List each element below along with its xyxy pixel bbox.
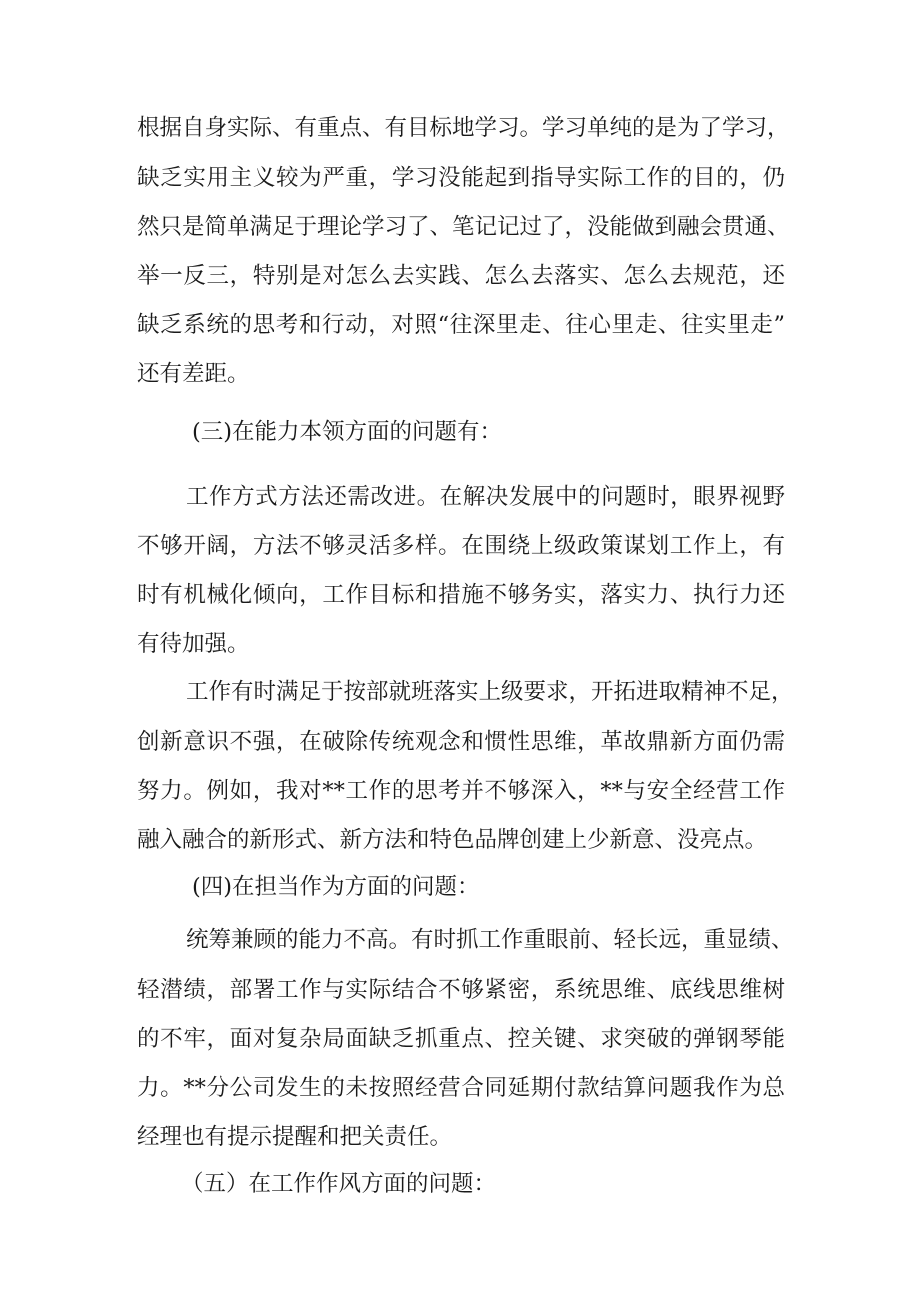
paragraph-line: 根据自身实际、有重点、有目标地学习。学习单纯的是为了学习， (137, 115, 790, 141)
paragraph-line: 努力。例如，我对**工作的思考并不够深入，**与安全经营工作 (137, 778, 785, 804)
paragraph-line: 不够开阔，方法不够灵活多样。在围绕上级政策谋划工作上，有 (137, 533, 785, 559)
section-heading: （五）在工作作风方面的问题： (181, 1171, 497, 1197)
paragraph-line: 统筹兼顾的能力不高。有时抓工作重眼前、轻长远，重显绩、 (186, 927, 794, 953)
paragraph-line: 力。**分公司发生的未按照经营合同延期付款结算问题我作为总 (137, 1075, 785, 1101)
section-heading: (三)在能力本领方面的问题有： (192, 419, 503, 445)
paragraph-line: 举一反三，特别是对怎么去实践、怎么去落实、怎么去规范，还 (137, 263, 785, 289)
paragraph-line: 缺乏系统的思考和行动，对照“往深里走、往心里走、往实里走” (137, 312, 785, 338)
paragraph-line: 缺乏实用主义较为严重，学习没能起到指导实际工作的目的，仍 (137, 165, 785, 191)
paragraph-line: 创新意识不强，在破除传统观念和惯性思维，革故鼎新方面仍需 (137, 729, 785, 755)
paragraph-line: 时有机械化倾向，工作目标和措施不够务实，落实力、执行力还 (137, 582, 785, 608)
section-heading: (四)在担当作为方面的问题： (192, 874, 480, 900)
paragraph-line: 经理也有提示提醒和把关责任。 (137, 1124, 453, 1150)
paragraph-line: 轻潜绩，部署工作与实际结合不够紧密，系统思维、底线思维树 (137, 977, 785, 1003)
paragraph-line: 有待加强。 (137, 631, 250, 657)
paragraph-line: 融入融合的新形式、新方法和特色品牌创建上少新意、没亮点。 (137, 827, 768, 853)
paragraph-line: 然只是简单满足于理论学习了、笔记记过了，没能做到融会贯通、 (137, 214, 790, 240)
paragraph-line: 工作方式方法还需改进。在解决发展中的问题时，眼界视野 (186, 484, 785, 510)
paragraph-line: 的不牢，面对复杂局面缺乏抓重点、控关键、求突破的弹钢琴能 (137, 1026, 785, 1052)
paragraph-line: 工作有时满足于按部就班落实上级要求，开拓进取精神不足， (186, 679, 794, 705)
paragraph-line: 还有差距。 (137, 361, 250, 387)
